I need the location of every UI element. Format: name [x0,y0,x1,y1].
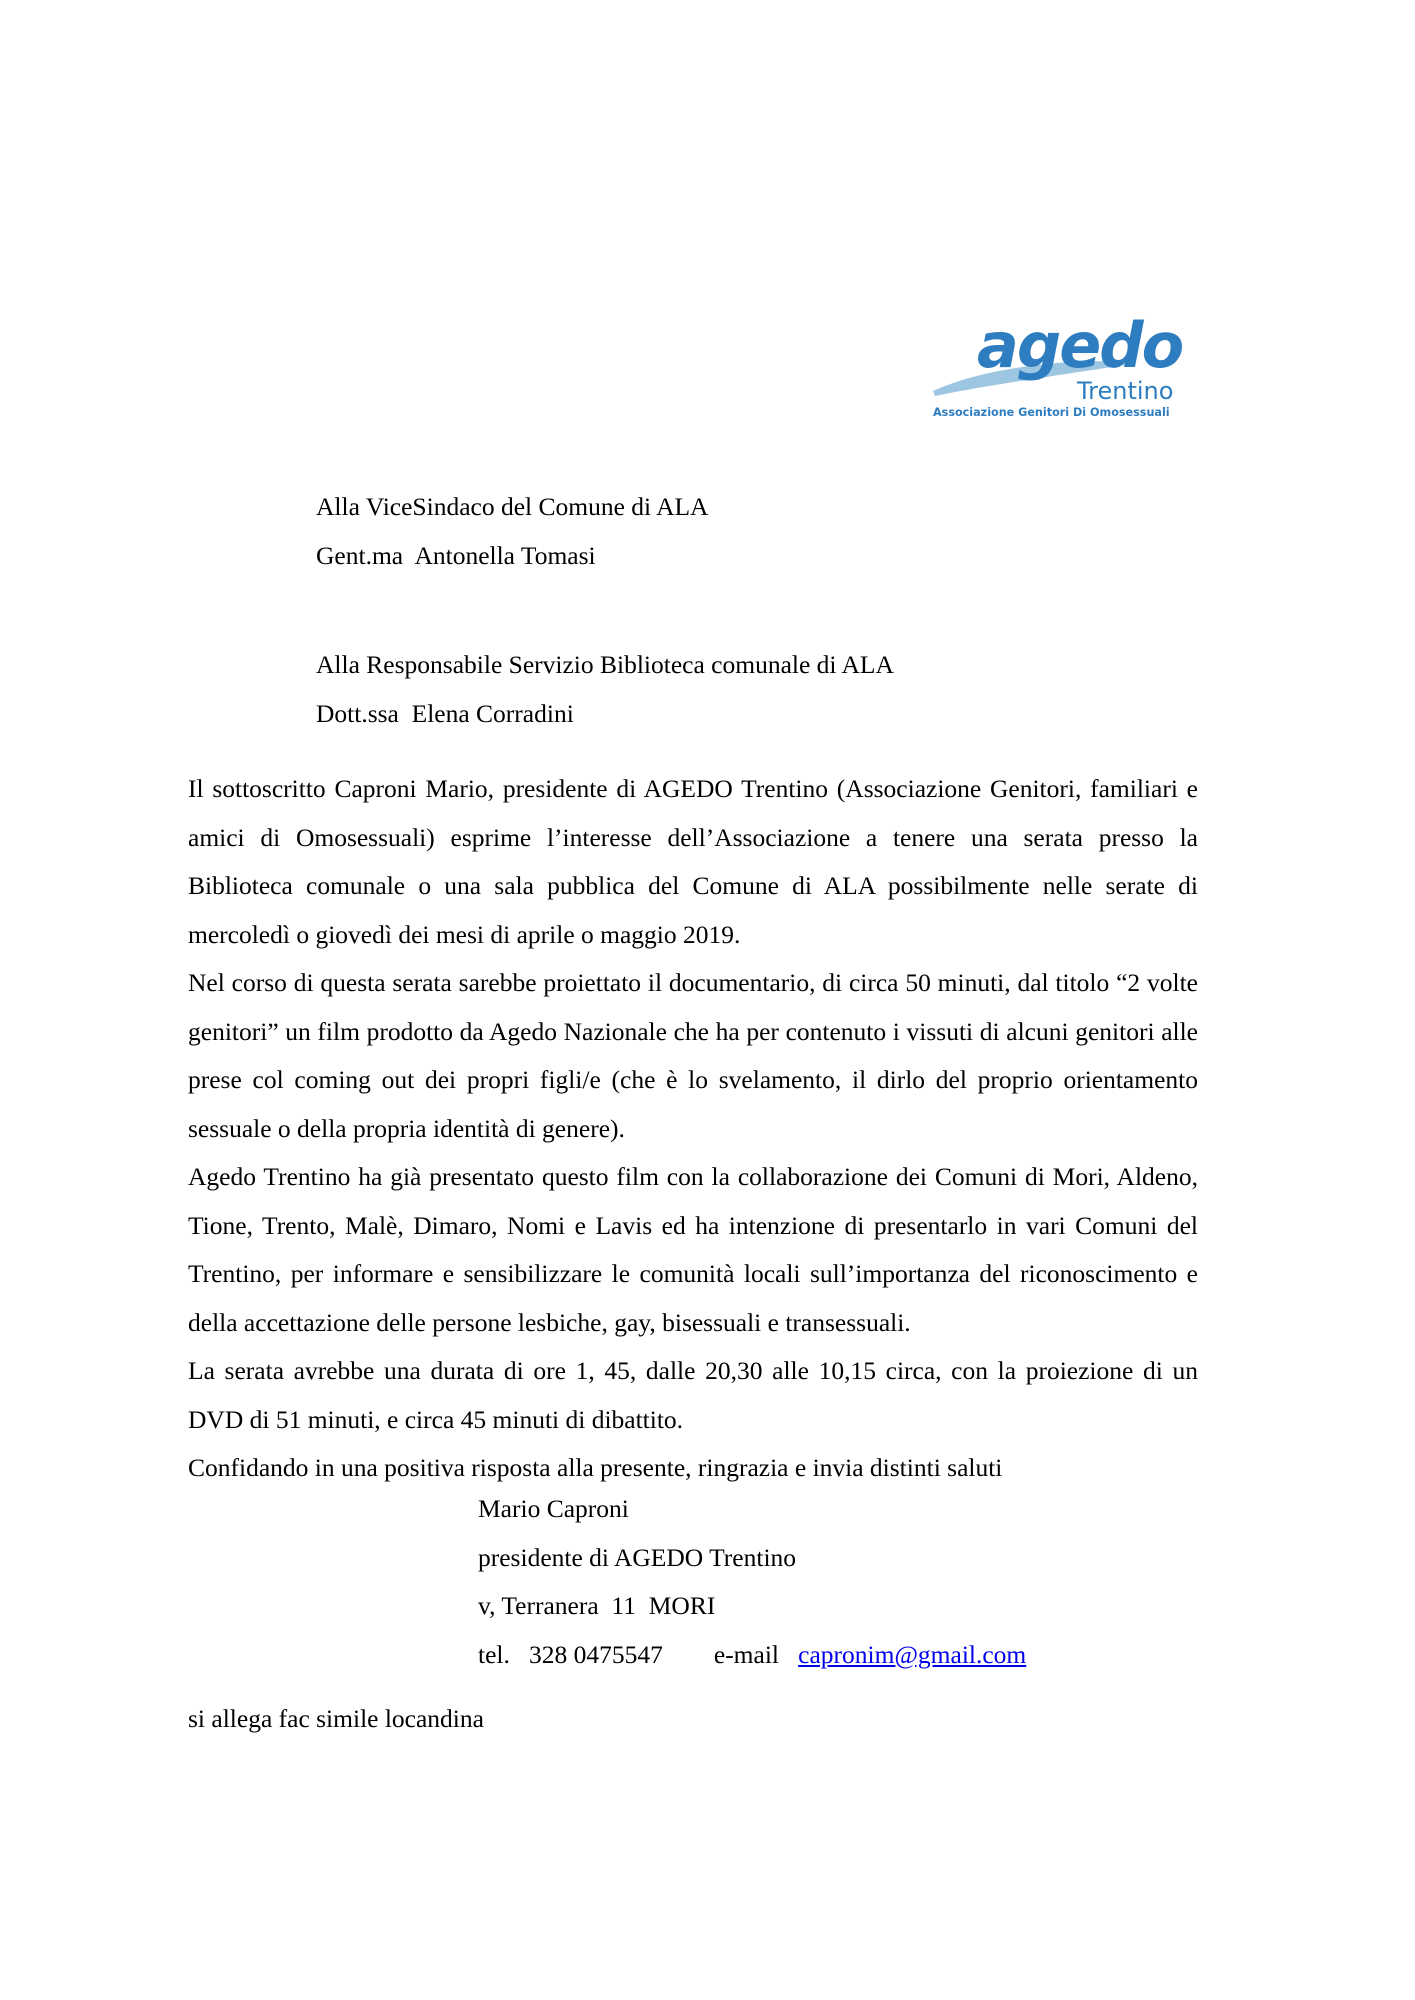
logo-tagline: Associazione Genitori Di Omosessuali [933,406,1170,419]
agedo-logo [925,295,1195,420]
addressee-group-1 [316,482,1076,580]
phone-number: 328 0475547 [529,1639,663,1669]
letter-body [188,765,1198,1493]
addressee-2-person: Dott.ssa Elena Corradini [316,699,574,728]
signature-block [478,1485,1178,1679]
body-paragraph-2: Nel corso di questa serata sarebbe proiettato il documentario, di circa 50 minuti, dal titolo “2 volte genitori” un film prodotto da Agedo Nazionale che ha per contenuto i vissuti di alcuni genitori alle prese col coming out dei propri figli/e (che è lo svelamento, il dirlo del proprio orientamento sessuale o della propria identità di genere). [188,968,1198,1143]
logo-region: Trentino [1077,377,1174,405]
addressee-1-person: Gent.ma Antonella Tomasi [316,541,596,570]
signature-address: v, Terranera 11 MORI [478,1591,716,1620]
body-paragraph-5: Confidando in una positiva risposta alla presente, ringrazia e invia distinti saluti [188,1453,1003,1482]
addressee-2-office: Alla Responsabile Servizio Biblioteca comunale di ALA [316,650,894,679]
email-link[interactable]: capronim@gmail.com [798,1639,1027,1669]
signature-name: Mario Caproni [478,1494,629,1523]
attachment-note: si allega fac simile locandina [188,1704,484,1733]
signature-role: presidente di AGEDO Trentino [478,1542,797,1572]
phone-label: tel. [478,1639,510,1669]
logo-wordmark: agedo [977,309,1183,382]
addressee-block [316,482,1076,798]
agedo-logo-graphic [925,295,1195,420]
email-label: e-mail [713,1639,780,1669]
body-paragraph-4: La serata avrebbe una durata di ore 1, 45, dalle 20,30 alle 10,15 circa, con la proiezione di un DVD di 51 minuti, e circa 45 minuti di dibattito. [188,1356,1198,1434]
body-paragraph-3: Agedo Trentino ha già presentato questo film con la collaborazione dei Comuni di Mori, Aldeno, Tione, Trento, Malè, Dimaro, Nomi e Lavis ed ha intenzione di presentarlo in vari Comuni del Trentino, per informare e sensibilizzare le comunità locali sull’importanza del riconoscimento e della accettazione delle persone lesbiche, gay, bisessuali e transessuali. [188,1162,1198,1337]
body-paragraph-1: Il sottoscritto Caproni Mario, presidente di AGEDO Trentino (Associazione Genitori, familiari e amici di Omosessuali) esprime l’interesse dell’Associazione a tenere una serata presso la Biblioteca comunale o una sala pubblica del Comune di ALA possibilmente nelle serate di mercoledì o giovedì dei mesi di aprile o maggio 2019. [188,774,1198,949]
addressee-group-2 [316,640,1076,738]
signature-contact-line [478,1631,1178,1680]
addressee-1-office: Alla ViceSindaco del Comune di ALA [316,492,709,521]
